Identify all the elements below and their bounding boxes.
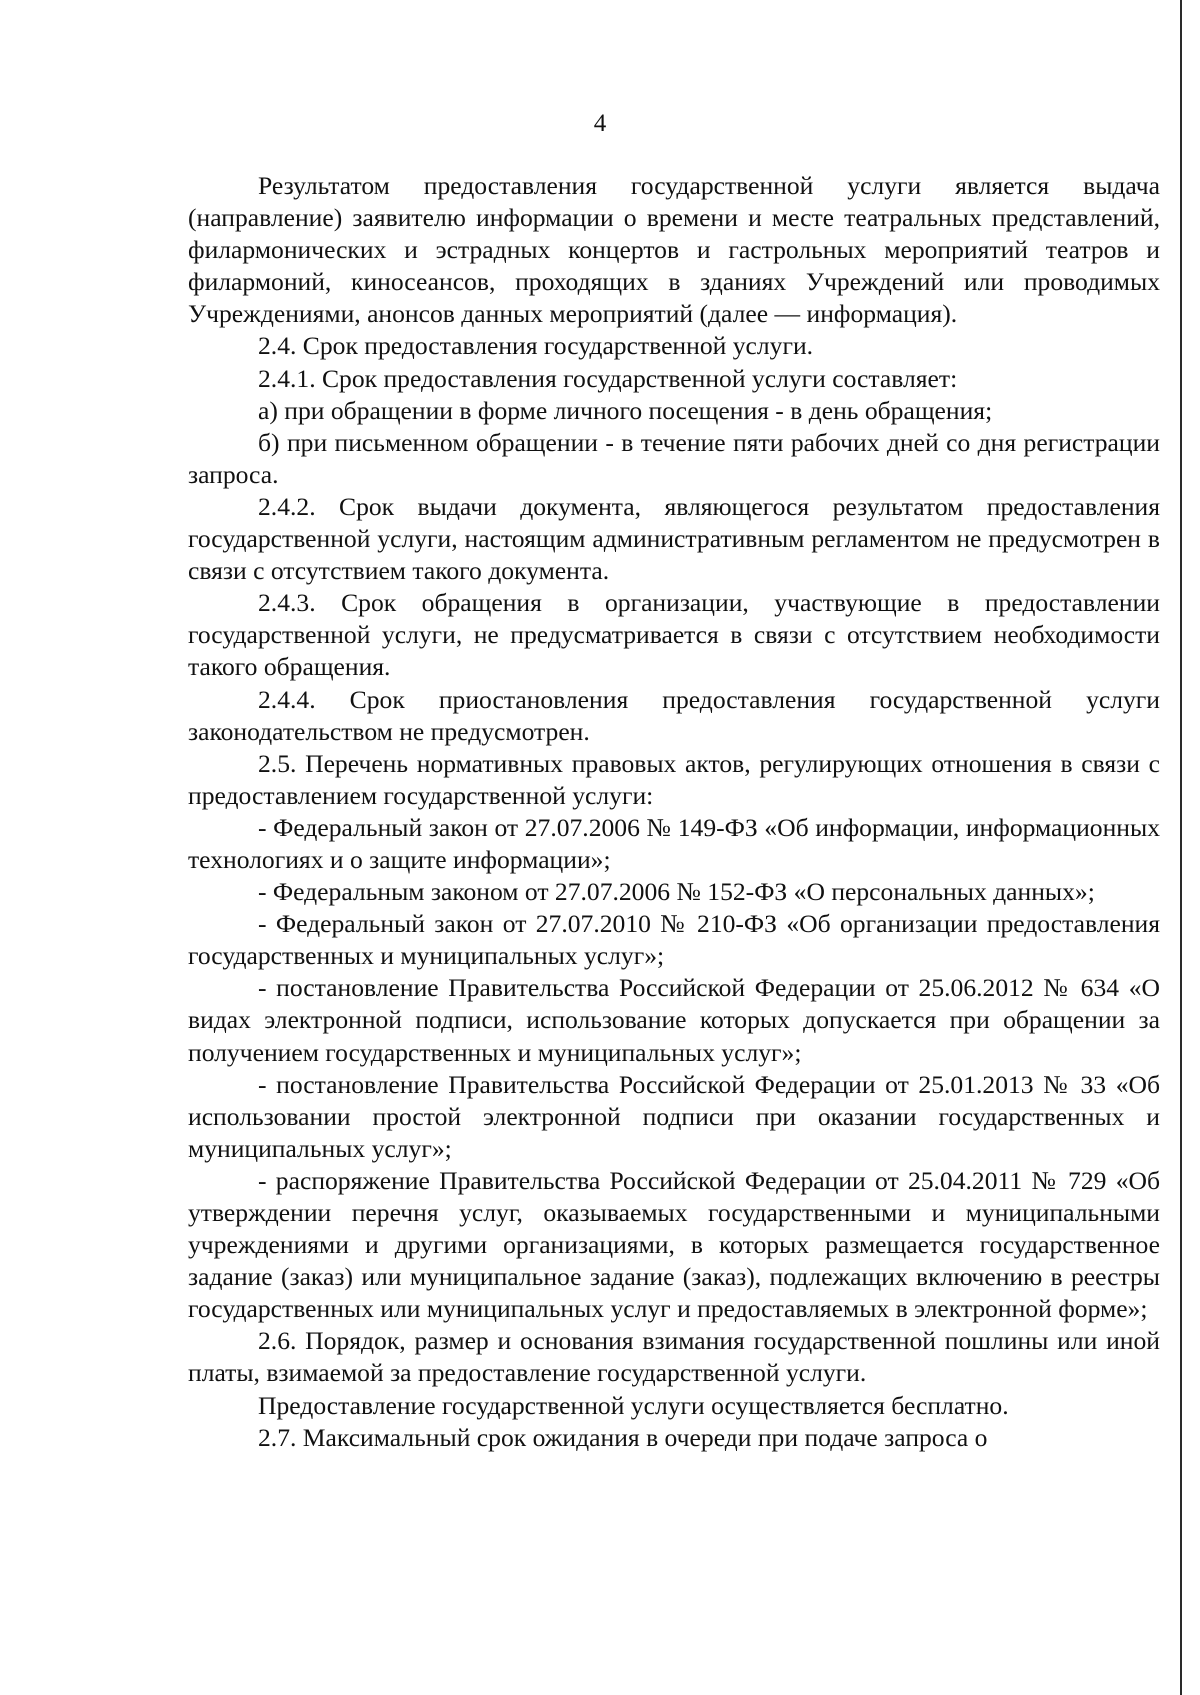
law-item-210-fz: - Федеральный закон от 27.07.2010 № 210-ФЗ «Об организации предоставления государственных и муниципальных услуг»; [188, 909, 1160, 971]
paragraph-2-4-1: 2.4.1. Срок предоставления государственной услуги составляет: [258, 363, 958, 393]
paragraph-free-of-charge: Предоставление государственной услуги осуществляется бесплатно. [258, 1390, 1009, 1420]
page-number: 4 [593, 110, 607, 137]
paragraph-2-7: 2.7. Максимальный срок ожидания в очереди при подаче запроса о [258, 1422, 988, 1452]
paragraph-2-4-1-a: а) при обращении в форме личного посещения - в день обращения; [258, 395, 993, 425]
paragraph-2-4-2: 2.4.2. Срок выдачи документа, являющегося результатом предоставления государственной услуги, настоящим административным регламентом не предусмотрен в связи с отсутствием такого документа. [188, 491, 1160, 586]
law-item-149-fz: - Федеральный закон от 27.07.2006 № 149-ФЗ «Об информации, информационных технологиях и о защите информации»; [188, 812, 1160, 874]
paragraph-2-4-3: 2.4.3. Срок обращения в организации, участвующие в предоставлении государственной услуги, не предусматривается в связи с отсутствием необходимости такого обращения. [188, 588, 1160, 682]
law-item-resolution-33: - постановление Правительства Российской Федерации от 25.01.2013 № 33 «Об использовании простой электронной подписи при оказании государственных и муниципальных услуг»; [188, 1069, 1160, 1163]
law-item-order-729: - распоряжение Правительства Российской Федерации от 25.04.2011 № 729 «Об утверждении перечня услуг, оказываемых государственными и муниципальными учреждениями и другими организациями, в которых размещается государственное задание (заказ) или муниципальное задание (заказ), подлежащих включению в реестры государственных или муниципальных услуг и предоставляемых в электронной форме»; [188, 1165, 1160, 1324]
law-item-152-fz: - Федеральным законом от 27.07.2006 № 152-ФЗ «О персональных данных»; [258, 877, 1095, 907]
paragraph-2-4-1-b: б) при письменном обращении - в течение пяти рабочих дней со дня регистрации запроса. [188, 427, 1160, 489]
paragraph-result: Результатом предоставления государственной услуги является выдача (направление) заявителю информации о времени и месте театральных представлений, филармонических и эстрадных концертов и гастрольных мероприятий театров и филармоний, киносеансов, проходящих в зданиях Учреждений или проводимых Учреждениями, анонсов данных мероприятий (далее — информация). [188, 171, 1160, 329]
scan-edge-line [1180, 0, 1182, 1695]
document-body [188, 170, 1160, 1454]
paragraph-2-5: 2.5. Перечень нормативных правовых актов, регулирующих отношения в связи с предоставлением государственной услуги: [188, 748, 1160, 810]
paragraph-2-4: 2.4. Срок предоставления государственной услуги. [258, 331, 814, 361]
paragraph-2-4-4: 2.4.4. Срок приостановления предоставления государственной услуги законодательством не предусмотрен. [188, 684, 1160, 746]
paragraph-2-6: 2.6. Порядок, размер и основания взимания государственной пошлины или иной платы, взимаемой за предоставление государственной услуги. [188, 1326, 1160, 1388]
law-item-resolution-634: - постановление Правительства Российской Федерации от 25.06.2012 № 634 «О видах электронной подписи, использование которых допускается при обращении за получением государственных и муниципальных услуг»; [188, 973, 1160, 1067]
